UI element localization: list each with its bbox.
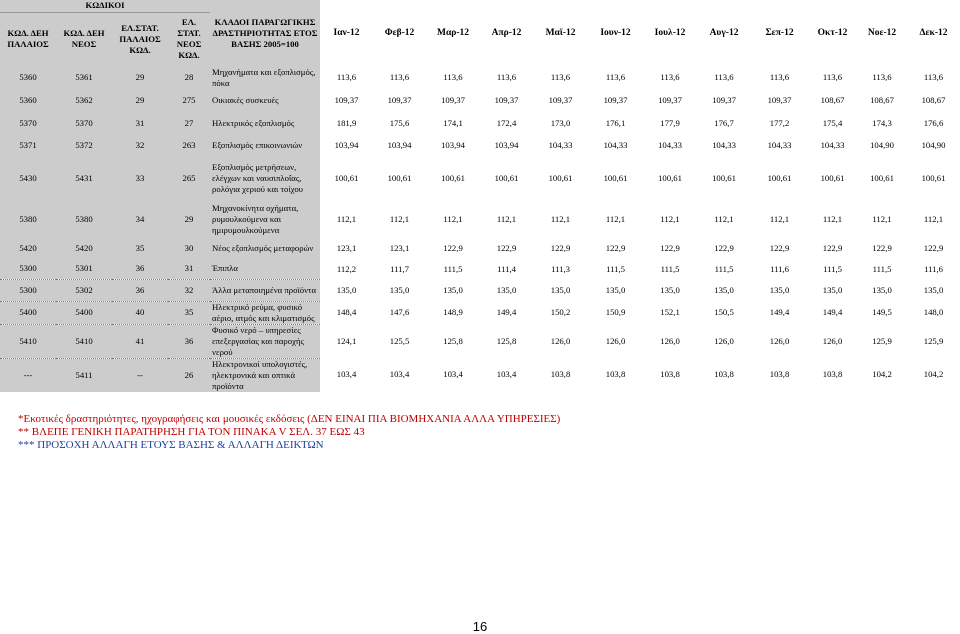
- month-header: Απρ-12: [491, 27, 522, 38]
- cell-index-value: 103,94: [334, 139, 359, 150]
- col-elstat-old: ΕΛ.ΣΤΑΤ. ΠΑΛΑΙΟΣ ΚΩΔ.: [112, 12, 168, 66]
- cell-elstat-old: --: [112, 358, 168, 392]
- table-row: [0, 66, 960, 89]
- footnote-1: *Εκοτικές δραστηριότητες, ηχογραφήσεις και μουσικές εκδόσεις (ΔΕΝ ΕΙΝΑΙ ΠΙΑ ΒΙΟΜΗΧΑΝΙΑ ΑΛΛΑ ΥΠΗΡΕΣΙΕΣ): [18, 413, 561, 425]
- table-row: [0, 301, 960, 324]
- cell-index-value: 126,0: [714, 335, 734, 346]
- cell-dei-new: 5420: [56, 238, 112, 259]
- cell-index-value: 103,94: [494, 139, 519, 150]
- cell-dei-new: 5362: [56, 89, 112, 112]
- col-elstat-new: ΕΛ. ΣΤΑΤ. ΝΕΟΣ ΚΩΔ.: [168, 12, 210, 66]
- cell-index-value: 109,37: [712, 95, 736, 105]
- month-header: Οκτ-12: [817, 27, 848, 38]
- cell-index-value: 111,6: [924, 263, 943, 274]
- cell-index-value: 104,33: [820, 139, 845, 150]
- cell-index-value: 177,2: [769, 117, 790, 128]
- cell-index-value: 122,9: [923, 243, 944, 253]
- cell-elstat-new: 30: [168, 238, 210, 259]
- cell-index-value: 175,6: [389, 117, 410, 128]
- cell-index-value: 113,6: [872, 72, 892, 82]
- cell-index-value: 148,4: [336, 307, 357, 317]
- cell-index-value: 109,37: [334, 95, 359, 105]
- cell-index-value: 112,1: [822, 214, 843, 224]
- cell-index-value: 135,0: [389, 284, 410, 295]
- cell-index-value: 176,1: [605, 117, 626, 128]
- cell-index-value: 100,61: [387, 173, 412, 183]
- cell-index-value: 152,1: [660, 307, 680, 317]
- cell-elstat-old: 29: [112, 66, 168, 89]
- cell-index-value: 125,8: [443, 335, 463, 346]
- table-row: [0, 324, 960, 358]
- cell-index-value: 112,2: [336, 263, 357, 274]
- cell-index-value: 113,6: [714, 72, 734, 82]
- cell-index-value: 111,3: [551, 263, 570, 274]
- cell-dei-old: 5360: [0, 89, 56, 112]
- cell-index-value: 108,67: [870, 95, 894, 105]
- cell-index-value: 149,5: [872, 307, 892, 317]
- cell-index-value: 135,0: [605, 284, 626, 295]
- cell-elstat-old: 32: [112, 134, 168, 156]
- cell-dei-old: 5300: [0, 279, 56, 301]
- cell-index-value: 149,4: [822, 307, 843, 317]
- cell-index-value: 135,0: [443, 284, 463, 295]
- cell-index-value: 100,61: [820, 173, 845, 183]
- cell-dei-new: 5372: [56, 134, 112, 156]
- cell-index-value: 175,4: [822, 117, 843, 128]
- cell-dei-old: 5300: [0, 259, 56, 279]
- cell-dei-new: 5380: [56, 201, 112, 238]
- cell-index-value: 112,1: [923, 214, 944, 224]
- month-header: Ιαν-12: [333, 27, 360, 38]
- cell-index-value: 111,6: [770, 263, 789, 274]
- cell-elstat-new: 265: [168, 156, 210, 201]
- table-row: [0, 112, 960, 134]
- cell-index-value: 176,6: [923, 117, 944, 128]
- cell-index-value: 104,90: [870, 139, 894, 150]
- cell-index-value: 103,8: [660, 369, 680, 380]
- cell-elstat-old: 34: [112, 201, 168, 238]
- cell-index-value: 122,9: [872, 243, 892, 253]
- cell-dei-old: ---: [0, 358, 56, 392]
- cell-index-value: 150,2: [550, 307, 571, 317]
- cell-index-value: 103,8: [822, 369, 843, 380]
- cell-index-value: 109,37: [767, 95, 792, 105]
- cell-elstat-new: 28: [168, 66, 210, 89]
- cell-index-value: 111,5: [872, 263, 892, 274]
- cell-elstat-new: 35: [168, 301, 210, 324]
- cell-index-value: 149,4: [496, 307, 517, 317]
- cell-sector-name: Ηλεκτρονικοί υπολογιστές, ηλεκτρονικά και οπτικά προϊόντα: [210, 358, 320, 392]
- col-dei-old: ΚΩΔ. ΔΕΗ ΠΑΛΑΙΟΣ: [0, 12, 56, 66]
- cell-index-value: 100,61: [767, 173, 792, 183]
- cell-elstat-new: 26: [168, 358, 210, 392]
- cell-index-value: 109,37: [603, 95, 628, 105]
- cell-dei-new: 5370: [56, 112, 112, 134]
- cell-index-value: 103,8: [605, 369, 626, 380]
- cell-index-value: 135,0: [872, 284, 892, 295]
- cell-index-value: 135,0: [660, 284, 680, 295]
- cell-index-value: 111,5: [606, 263, 625, 274]
- cell-index-value: 108,67: [921, 95, 946, 105]
- cell-index-value: 104,33: [548, 139, 573, 150]
- cell-index-value: 176,7: [714, 117, 734, 128]
- cell-dei-new: 5361: [56, 66, 112, 89]
- cell-index-value: 112,1: [550, 214, 571, 224]
- table-row: [0, 238, 960, 259]
- table-row: [0, 259, 960, 279]
- cell-index-value: 111,5: [660, 263, 680, 274]
- footnote-2: ** ΒΛΕΠΕ ΓΕΝΙΚΗ ΠΑΡΑΤΗΡΗΣΗ ΓΙΑ ΤΟΝ ΠΙΝΑΚΑ V ΣΕΛ. 37 ΕΩΣ 43: [18, 426, 365, 438]
- cell-index-value: 126,0: [550, 335, 571, 346]
- cell-index-value: 104,33: [658, 139, 682, 150]
- cell-index-value: 100,61: [548, 173, 573, 183]
- cell-index-value: 122,9: [714, 243, 734, 253]
- cell-index-value: 113,6: [605, 72, 626, 82]
- cell-index-value: 123,1: [389, 243, 410, 253]
- cell-index-value: 125,9: [872, 335, 892, 346]
- sectors-header: ΚΛΑΔΟΙ ΠΑΡΑΓΩΓΙΚΗΣ ΔΡΑΣΤΗΡΙΟΤΗΤΑΣ ΕΤΟΣ ΒΑΣΗΣ 2005=100: [210, 0, 320, 66]
- cell-index-value: 112,1: [443, 214, 463, 224]
- cell-elstat-old: 35: [112, 238, 168, 259]
- cell-index-value: 122,9: [550, 243, 571, 253]
- month-header: Δεκ-12: [919, 27, 948, 38]
- cell-index-value: 112,1: [660, 214, 680, 224]
- cell-index-value: 104,33: [603, 139, 628, 150]
- cell-index-value: 113,6: [389, 72, 410, 82]
- cell-elstat-old: 40: [112, 301, 168, 324]
- cell-index-value: 112,1: [496, 214, 517, 224]
- cell-index-value: 135,0: [822, 284, 843, 295]
- cell-index-value: 174,3: [872, 117, 892, 128]
- cell-dei-new: 5411: [56, 358, 112, 392]
- cell-index-value: 111,5: [714, 263, 734, 274]
- cell-dei-old: 5400: [0, 301, 56, 324]
- cell-dei-old: 5380: [0, 201, 56, 238]
- cell-index-value: 112,1: [336, 214, 357, 224]
- cell-index-value: 111,5: [823, 263, 842, 274]
- cell-sector-name: Νέος εξοπλισμός μεταφορών: [210, 238, 320, 259]
- cell-index-value: 113,6: [923, 72, 944, 82]
- cell-index-value: 103,4: [443, 369, 463, 380]
- table-row: [0, 134, 960, 156]
- cell-index-value: 181,9: [336, 117, 357, 128]
- cell-index-value: 111,5: [443, 263, 463, 274]
- page-number: 16: [472, 619, 488, 634]
- cell-index-value: 103,94: [387, 139, 412, 150]
- cell-index-value: 103,4: [336, 369, 357, 380]
- cell-index-value: 135,0: [714, 284, 734, 295]
- cell-index-value: 111,7: [390, 263, 409, 274]
- cell-index-value: 113,6: [550, 72, 571, 82]
- month-header: Μαρ-12: [437, 27, 470, 38]
- cell-dei-old: 5360: [0, 66, 56, 89]
- cell-elstat-new: 27: [168, 112, 210, 134]
- cell-elstat-new: 29: [168, 201, 210, 238]
- cell-index-value: 112,1: [714, 214, 734, 224]
- cell-index-value: 103,94: [441, 139, 465, 150]
- cell-index-value: 108,67: [820, 95, 845, 105]
- cell-sector-name: Άλλα μεταποιημένα προϊόντα: [210, 279, 320, 301]
- cell-index-value: 103,8: [714, 369, 734, 380]
- cell-sector-name: Μηχανήματα και εξοπλισμός, πόκα: [210, 66, 320, 89]
- cell-index-value: 100,61: [712, 173, 736, 183]
- cell-sector-name: Ηλεκτρικός εξοπλισμός: [210, 112, 320, 134]
- cell-elstat-new: 32: [168, 279, 210, 301]
- cell-dei-old: 5420: [0, 238, 56, 259]
- cell-sector-name: Εξοπλισμός μετρήσεων, ελέγχων και ναυσιπλοΐας, ρολόγια χεριού και τοίχου: [210, 156, 320, 201]
- cell-index-value: 122,9: [496, 243, 517, 253]
- cell-dei-old: 5430: [0, 156, 56, 201]
- cell-index-value: 135,0: [336, 284, 357, 295]
- cell-index-value: 111,4: [497, 263, 516, 274]
- month-header: Φεβ-12: [384, 27, 415, 38]
- cell-index-value: 100,61: [921, 173, 946, 183]
- cell-index-value: 124,1: [336, 335, 357, 346]
- cell-dei-new: 5302: [56, 279, 112, 301]
- cell-index-value: 126,0: [769, 335, 790, 346]
- cell-index-value: 126,0: [605, 335, 626, 346]
- cell-index-value: 100,61: [870, 173, 894, 183]
- cell-index-value: 150,5: [714, 307, 734, 317]
- cell-dei-new: 5400: [56, 301, 112, 324]
- cell-index-value: 148,9: [443, 307, 463, 317]
- cell-elstat-new: 31: [168, 259, 210, 279]
- cell-elstat-old: 33: [112, 156, 168, 201]
- cell-index-value: 109,37: [494, 95, 519, 105]
- month-header: Σεπ-12: [765, 27, 794, 38]
- cell-index-value: 100,61: [603, 173, 628, 183]
- table-row: [0, 89, 960, 112]
- cell-index-value: 100,61: [658, 173, 682, 183]
- cell-index-value: 100,61: [494, 173, 519, 183]
- cell-index-value: 123,1: [336, 243, 357, 253]
- table-row: [0, 279, 960, 301]
- cell-index-value: 104,2: [923, 369, 944, 380]
- table-row: [0, 201, 960, 238]
- cell-dei-new: 5431: [56, 156, 112, 201]
- cell-index-value: 100,61: [441, 173, 465, 183]
- cell-index-value: 109,37: [441, 95, 465, 105]
- cell-index-value: 126,0: [822, 335, 843, 346]
- cell-elstat-new: 36: [168, 324, 210, 358]
- cell-index-value: 173,0: [550, 117, 571, 128]
- cell-index-value: 103,8: [769, 369, 790, 380]
- cell-index-value: 135,0: [550, 284, 571, 295]
- month-header: Νοε-12: [867, 27, 897, 38]
- cell-index-value: 112,1: [769, 214, 790, 224]
- cell-sector-name: Οικιακές συσκευές: [210, 89, 320, 112]
- cell-index-value: 150,9: [605, 307, 626, 317]
- cell-index-value: 104,2: [872, 369, 892, 380]
- cell-sector-name: Ηλεκτρικό ρεύμα, φυσικό αέριο, ατμός και κλιματισμός: [210, 301, 320, 324]
- cell-index-value: 135,0: [769, 284, 790, 295]
- cell-index-value: 100,61: [334, 173, 359, 183]
- cell-elstat-new: 275: [168, 89, 210, 112]
- cell-elstat-new: 263: [168, 134, 210, 156]
- cell-index-value: 135,0: [923, 284, 944, 295]
- cell-index-value: 177,9: [660, 117, 680, 128]
- cell-index-value: 104,33: [767, 139, 792, 150]
- cell-index-value: 122,9: [443, 243, 463, 253]
- cell-index-value: 112,1: [872, 214, 892, 224]
- cell-dei-old: 5370: [0, 112, 56, 134]
- cell-index-value: 113,6: [336, 72, 357, 82]
- cell-index-value: 113,6: [769, 72, 790, 82]
- cell-dei-new: 5301: [56, 259, 112, 279]
- month-header: Ιουν-12: [600, 27, 631, 38]
- cell-index-value: 174,1: [443, 117, 463, 128]
- cell-elstat-old: 31: [112, 112, 168, 134]
- cell-index-value: 104,90: [921, 139, 946, 150]
- col-dei-new: ΚΩΔ. ΔΕΗ ΝΕΟΣ: [56, 12, 112, 66]
- cell-index-value: 109,37: [387, 95, 412, 105]
- cell-sector-name: Εξοπλισμός επικοινωνιών: [210, 134, 320, 156]
- cell-index-value: 122,9: [769, 243, 790, 253]
- cell-elstat-old: 36: [112, 259, 168, 279]
- cell-index-value: 135,0: [496, 284, 517, 295]
- cell-index-value: 125,5: [389, 335, 410, 346]
- cell-index-value: 122,9: [660, 243, 680, 253]
- cell-index-value: 112,1: [389, 214, 410, 224]
- cell-elstat-old: 41: [112, 324, 168, 358]
- cell-index-value: 103,4: [389, 369, 410, 380]
- cell-index-value: 125,8: [496, 335, 517, 346]
- cell-index-value: 125,9: [923, 335, 944, 346]
- cell-index-value: 113,6: [496, 72, 517, 82]
- cell-elstat-old: 36: [112, 279, 168, 301]
- cell-index-value: 122,9: [605, 243, 626, 253]
- month-header: Αυγ-12: [709, 27, 739, 38]
- month-header: Μαϊ-12: [545, 27, 576, 38]
- table-body: [0, 66, 960, 392]
- codes-header: ΚΩΔΙΚΟΙ: [0, 0, 210, 12]
- cell-dei-old: 5371: [0, 134, 56, 156]
- cell-index-value: 104,33: [712, 139, 736, 150]
- cell-index-value: 148,0: [923, 307, 944, 317]
- cell-sector-name: Μηχανοκίνητα οχήματα, ρυμουλκούμενα και ημιρυμουλκούμενα: [210, 201, 320, 238]
- cell-sector-name: Φυσικό νερό – υπηρεσίες επεξεργασίας και παροχής νερού: [210, 324, 320, 358]
- cell-index-value: 109,37: [548, 95, 573, 105]
- cell-index-value: 113,6: [660, 72, 680, 82]
- cell-index-value: 109,37: [658, 95, 682, 105]
- footnote-3: *** ΠΡΟΣΟΧΗ ΑΛΛΑΓΗ ΕΤΟΥΣ ΒΑΣΗΣ & ΑΛΛΑΓΗ ΔΕΙΚΤΩΝ: [18, 439, 324, 451]
- cell-index-value: 122,9: [822, 243, 843, 253]
- table-row: [0, 358, 960, 392]
- cell-elstat-old: 29: [112, 89, 168, 112]
- cell-index-value: 113,6: [443, 72, 463, 82]
- table-row: [0, 156, 960, 201]
- cell-index-value: 103,4: [496, 369, 517, 380]
- cell-index-value: 113,6: [822, 72, 843, 82]
- cell-sector-name: Έπιπλα: [210, 259, 320, 279]
- cell-dei-new: 5410: [56, 324, 112, 358]
- cell-dei-old: 5410: [0, 324, 56, 358]
- cell-index-value: 149,4: [769, 307, 790, 317]
- cell-index-value: 112,1: [605, 214, 626, 224]
- cell-index-value: 147,6: [389, 307, 410, 317]
- month-header: Ιουλ-12: [654, 27, 686, 38]
- cell-index-value: 126,0: [660, 335, 680, 346]
- cell-index-value: 172,4: [496, 117, 517, 128]
- footnotes: [18, 413, 560, 452]
- cell-index-value: 103,8: [550, 369, 571, 380]
